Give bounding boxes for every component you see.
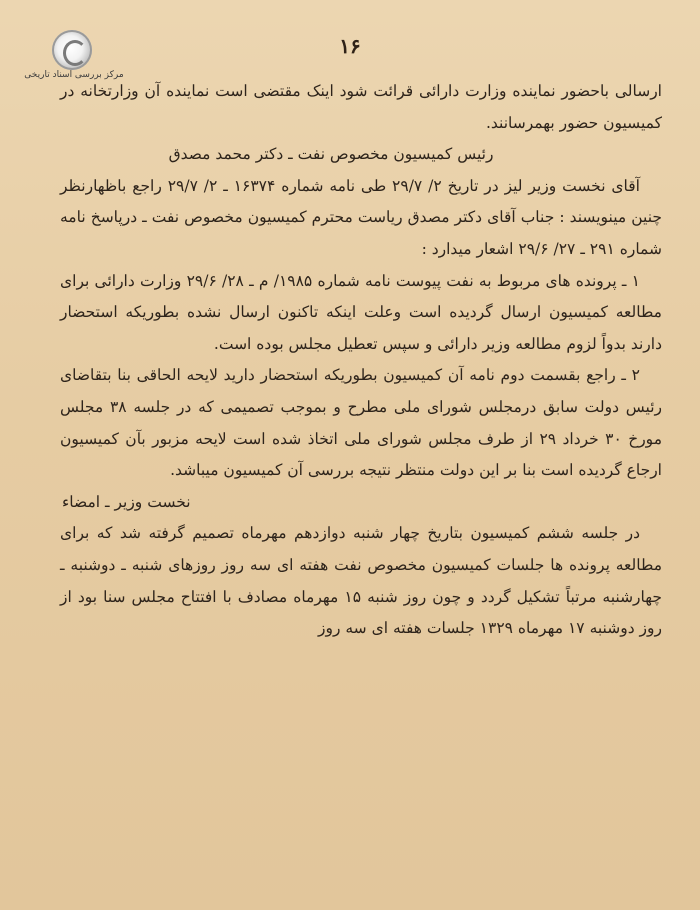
paragraph-1: ارسالی باحضور نماینده وزارت دارائی قرائت شود اینک مقتضی است نماینده آن وزارتخانه در کمیسیون حضور بهمرسانند. (60, 82, 662, 132)
paragraph-3: ۱ ـ پرونده های مربوط به نفت پیوست نامه شماره ۱۹۸۵/ م ـ ۲۸/ ۲۹/۶ وزارت دارائی برای مطالعه کمیسیون ارسال گردیده است وعلت اینکه تاکنون ارسال نشده بطوریکه استحضار دارند بدواً لزوم مطالعه وزیر دارائی و سپس تعطیل مجلس بوده است. (60, 271, 662, 353)
signature-commission-chair: رئیس کمیسیون مخصوص نفت ـ دکتر محمد مصدق (168, 145, 494, 164)
paragraph-5: در جلسه ششم کمیسیون بتاریخ چهار شنبه دوازدهم مهرماه تصمیم گرفته شد که برای مطالعه پرونده ها جلسات کمیسیون مخصوص نفت هفته ای سه روز روزهای شنبه ـ دوشنبه ـ چهارشنبه مرتباً تشکیل گردد و چون روز شنبه ۱۵ مهرماه مصادف با افتتاح مجلس سنا بود از روز دوشنبه ۱۷ مهرماه ۱۳۲۹ جلسات هفته ای سه روز (60, 524, 662, 638)
paragraph-4: ۲ ـ راجع بقسمت دوم نامه آن کمیسیون بطوریکه استحضار دارید لایحه الحاقی بنا بتقاضای رئیس دولت سابق درمجلس شورای ملی مطرح و بموجب تصمیمی که در جلسه ۳۸ مجلس مورخ ۳۰ خرداد ۲۹ از طرف مجلس شورای ملی اتخاذ شده است لایحه مزبور بآن کمیسیون ارجاع گردیده است بنا بر این دولت منتظر نتیجه بررسی آن کمیسیون میباشد. (60, 366, 662, 480)
paragraph-2: آقای نخست وزیر لیز در تاریخ ۲/ ۲۹/۷ طی نامه شماره ۱۶۳۷۴ ـ ۲/ ۲۹/۷ راجع باظهارنظر چنین مینویسند : جناب آقای دکتر مصدق ریاست محترم کمیسیون مخصوص نفت ـ درپاسخ نامه شماره ۲۹۱ ـ ۲۷/ ۲۹/۶ اشعار میدارد : (60, 176, 662, 258)
document-body (60, 76, 662, 645)
logo-caption: مرکز بررسی اسناد تاریخی (24, 70, 124, 80)
page-number: ۱۶ (339, 34, 361, 58)
signature-prime-minister: نخست وزیر ـ امضاء (62, 492, 191, 511)
